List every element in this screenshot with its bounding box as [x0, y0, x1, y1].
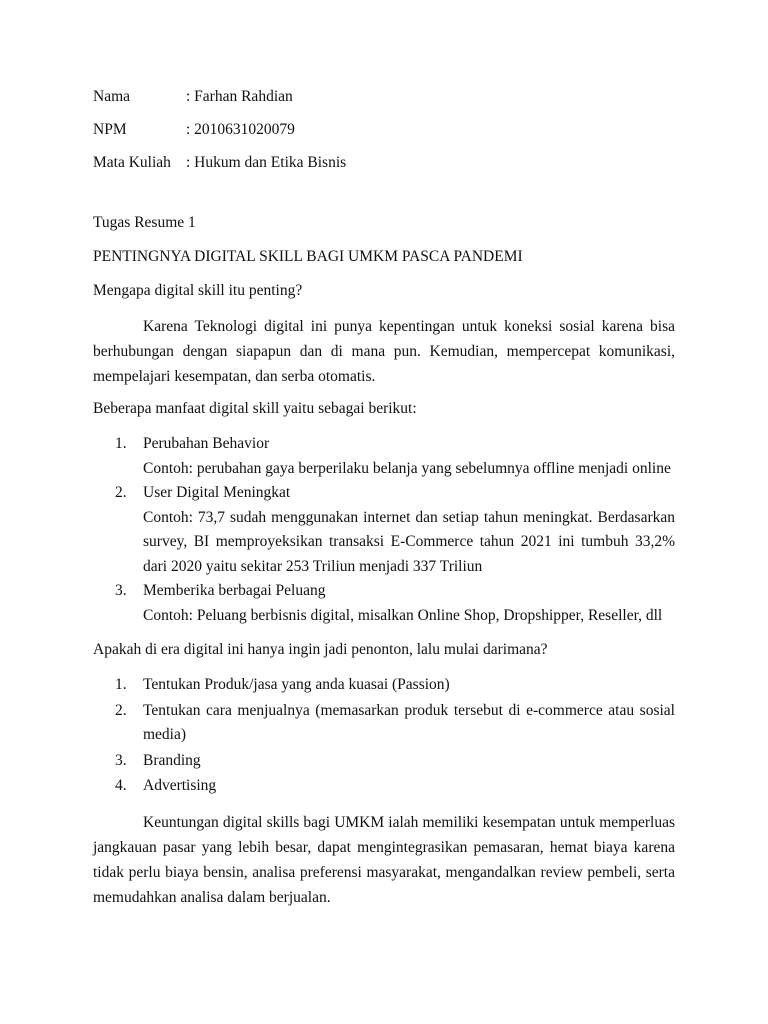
list-item [93, 749, 675, 774]
meta-row-npm [93, 119, 675, 141]
list-item [93, 699, 675, 748]
step-text: Tentukan cara menjualnya (memasarkan produk tersebut di e-commerce atau sosial media) [143, 701, 675, 743]
list-item [93, 579, 675, 628]
list-item [93, 432, 675, 481]
meta-value: : 2010631020079 [186, 121, 295, 138]
benefits-list [93, 432, 675, 628]
list-item [93, 673, 675, 698]
assignment-title: Tugas Resume 1 [93, 214, 196, 231]
document-content [93, 86, 675, 919]
list-number: 4. [115, 777, 127, 794]
paragraph-importance: Karena Teknologi digital ini punya kepentingan untuk koneksi sosial karena bisa berhubungan dengan siapapun dan di mana pun. Kemudian, mempercepat komunikasi, mempelajari kesempatan, dan serba otomatis. [93, 318, 675, 385]
list-number: 2. [115, 484, 127, 501]
question-why-important: Mengapa digital skill itu penting? [93, 282, 303, 299]
benefit-example: Contoh: perubahan gaya berperilaku belanja yang sebelumnya offline menjadi online [143, 459, 671, 477]
benefit-example: Contoh: Peluang berbisnis digital, misalkan Online Shop, Dropshipper, Reseller, dll [143, 606, 663, 624]
list-number: 1. [115, 435, 127, 452]
meta-row-course [93, 152, 675, 174]
step-text: Branding [143, 751, 201, 769]
benefit-example: Contoh: 73,7 sudah menggunakan internet dan setiap tahun meningkat. Berdasarkan survey, BI memproyeksikan transaksi E-Commerce tahun 2021 ini tumbuh 33,2% dari 2020 yaitu sekitar 253 Triliun menjadi 337 Triliun [143, 508, 675, 575]
step-text: Tentukan Produk/jasa yang anda kuasai (Passion) [143, 676, 450, 693]
list-number: 1. [115, 676, 127, 693]
benefit-title: Perubahan Behavior [143, 435, 270, 452]
paragraph-umkm-benefits: Keuntungan digital skills bagi UMKM ialah memiliki kesempatan untuk memperluas jangkauan pasar yang lebih besar, dapat mengintegrasikan pemasaran, hemat biaya karena tidak perlu biaya bensin, analisa preferensi masyarakat, mengandalkan review pembeli, serta memudahkan analisa dalam berjualan. [93, 813, 675, 906]
list-item [93, 774, 675, 799]
meta-label: Mata Kuliah [93, 154, 171, 171]
benefit-title: Memberika berbagai Peluang [143, 582, 326, 599]
steps-list [93, 673, 675, 799]
list-number: 3. [115, 582, 127, 599]
list-number: 3. [115, 751, 127, 769]
student-info [93, 86, 675, 174]
list-item [93, 481, 675, 579]
meta-row-name [93, 86, 675, 108]
benefits-intro: Beberapa manfaat digital skill yaitu sebagai berikut: [93, 400, 417, 417]
meta-value: : Farhan Rahdian [186, 88, 293, 105]
meta-label: NPM [93, 121, 127, 138]
document-heading: PENTINGNYA DIGITAL SKILL BAGI UMKM PASCA PANDEMI [93, 248, 523, 265]
list-number: 2. [115, 701, 127, 719]
meta-label: Nama [93, 88, 131, 105]
meta-value: : Hukum dan Etika Bisnis [186, 154, 347, 171]
step-text: Advertising [143, 777, 217, 794]
question-where-to-start: Apakah di era digital ini hanya ingin jadi penonton, lalu mulai darimana? [93, 641, 548, 658]
benefit-title: User Digital Meningkat [143, 484, 291, 501]
